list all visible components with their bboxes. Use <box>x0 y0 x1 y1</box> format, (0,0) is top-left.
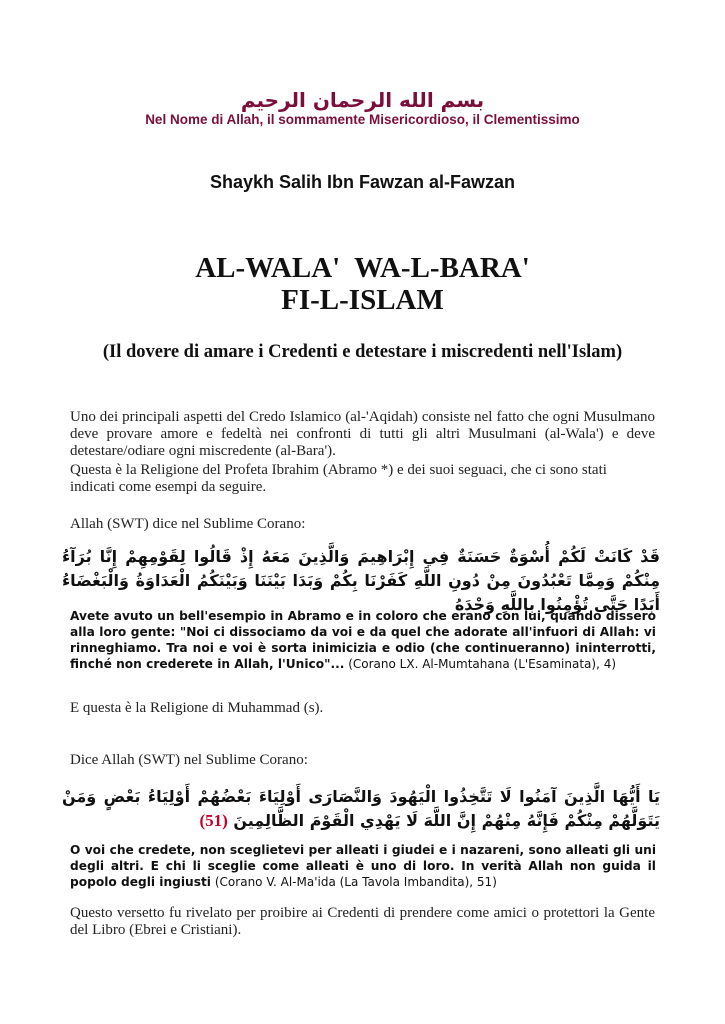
quran-intro-2: Dice Allah (SWT) nel Sublime Corano: <box>70 752 308 768</box>
quran-intro-1: Allah (SWT) dice nel Sublime Corano: <box>70 516 306 532</box>
basmala-italian: Nel Nome di Allah, il sommamente Misericordioso, il Clementissimo <box>145 112 580 127</box>
closing-paragraph: Questo versetto fu rivelato per proibire ai Credenti di prendere come amici o protettori la Gente del Libro (Ebrei e Cristiani). <box>70 905 655 938</box>
muhammad-paragraph: E questa è la Religione di Muhammad (s). <box>70 700 324 716</box>
document-subtitle: (Il dovere di amare i Credenti e detestare i miscredenti nell'Islam) <box>102 342 623 362</box>
title-line-2: FI-L-ISLAM <box>281 284 444 316</box>
verse-1-reference: (Corano LX. Al-Mumtahana (L'Esaminata), 4) <box>348 657 617 671</box>
title-line-1: AL-WALA' WA-L-BARA' <box>195 252 530 284</box>
ibrahim-paragraph: Questa è la Religione del Profeta Ibrahim (Abramo *) e dei suoi seguaci, che ci sono stati indicati come esempi da seguire. <box>70 462 607 495</box>
verse-2-translation-block <box>70 842 656 890</box>
verse-1-translation-block <box>70 608 656 672</box>
verse-2-reference: (Corano V. Al-Ma'ida (La Tavola Imbandita), 51) <box>214 875 497 889</box>
author-name: Shaykh Salih Ibn Fawzan al-Fawzan <box>209 172 516 192</box>
verse-2-arabic-block <box>62 785 660 833</box>
basmala-arabic: بسم الله الرحمان الرحيم <box>240 88 485 112</box>
verse-1-arabic: قَدْ كَانَتْ لَكُمْ أُسْوَةٌ حَسَنَةٌ فِي إِبْرَاهِيمَ وَالَّذِينَ مَعَهُ إِذْ قَالُوا لِقَوْمِهِمْ إِنَّا بُرَآءُ مِنْكُمْ وَمِمَّا تَعْبُدُونَ مِنْ دُونِ اللَّهِ كَفَرْنَا بِكُمْ وَبَدَا بَيْنَنَا وَبَيْنَكُمُ الْعَدَاوَةُ وَالْبَغْضَاءُ أَبَدًا حَتَّى تُؤْمِنُوا بِاللَّهِ وَحْدَهُ <box>62 547 660 614</box>
verse-2-translation: O voi che credete, non sceglietevi per alleati i giudei e i nazareni, sono alleati gli uni degli altri. E chi li sceglie come alleati è uno di loro. In verità Allah non guida il popolo degli ingiusti <box>70 843 656 889</box>
document-title <box>0 252 725 316</box>
verse-2-number: (51) <box>199 811 228 830</box>
intro-paragraph: Uno dei principali aspetti del Credo Islamico (al-'Aqidah) consiste nel fatto che ogni Musulmano deve provare amore e fedeltà nei confronti di tutti gli altri Musulmani (al-Wala') e deve detestare/odiare ogni miscredente (al-Bara'). <box>70 409 655 459</box>
verse-1-translation: Avete avuto un bell'esempio in Abramo e in coloro che erano con lui, quando dissero alla loro gente: "Noi ci dissociamo da voi e da quel che adorate all'infuori di Allah: vi rinneghiamo. Tra noi e voi è sorta inimicizia e odio (che continueranno) ininterrotti, finché non crederete in Allah, l'Unico"... <box>70 609 656 671</box>
verse-2-arabic: يَا أَيُّهَا الَّذِينَ آمَنُوا لَا تَتَّخِذُوا الْيَهُودَ وَالنَّصَارَى أَوْلِيَاءَ بَعْضُهُمْ أَوْلِيَاءُ بَعْضٍ وَمَنْ يَتَوَلَّهُمْ مِنْكُمْ فَإِنَّهُ مِنْهُمْ إِنَّ اللَّهَ لَا يَهْدِي الْقَوْمَ الظَّالِمِينَ <box>62 787 660 830</box>
